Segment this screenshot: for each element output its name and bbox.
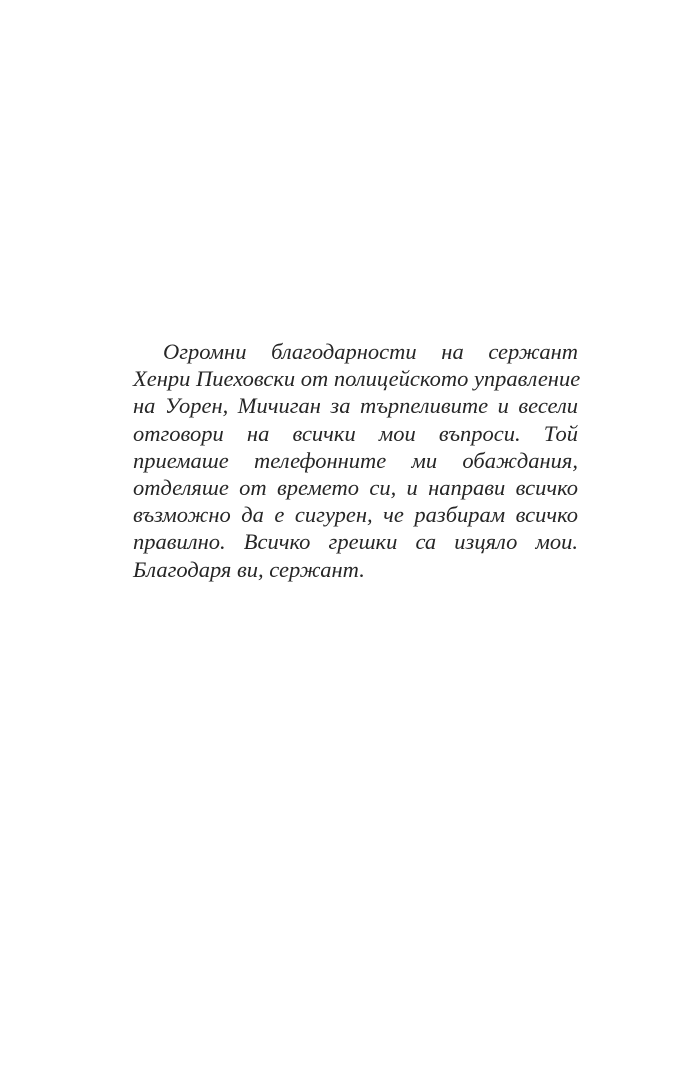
text-line: Хенри Пиеховски от полицейското управление (133, 366, 581, 392)
text-line: правилно. Всичко грешки са изцяло мои. (133, 529, 578, 555)
text-line: на Уорен, Мичиган за търпеливите и весели (133, 393, 578, 419)
text-line: отговори на всички мои въпроси. Той (133, 420, 578, 446)
acknowledgement-paragraph (133, 338, 581, 583)
text-line: отделяше от времето си, и направи всичко (133, 474, 578, 500)
text-line: Благодаря ви, сержант. (133, 556, 365, 582)
text-line: възможно да е сигурен, че разбирам всичко (133, 502, 578, 528)
text-line: приемаше телефонните ми обаждания, (133, 447, 578, 473)
text-line: Огромни благодарности на сержант (163, 339, 578, 364)
